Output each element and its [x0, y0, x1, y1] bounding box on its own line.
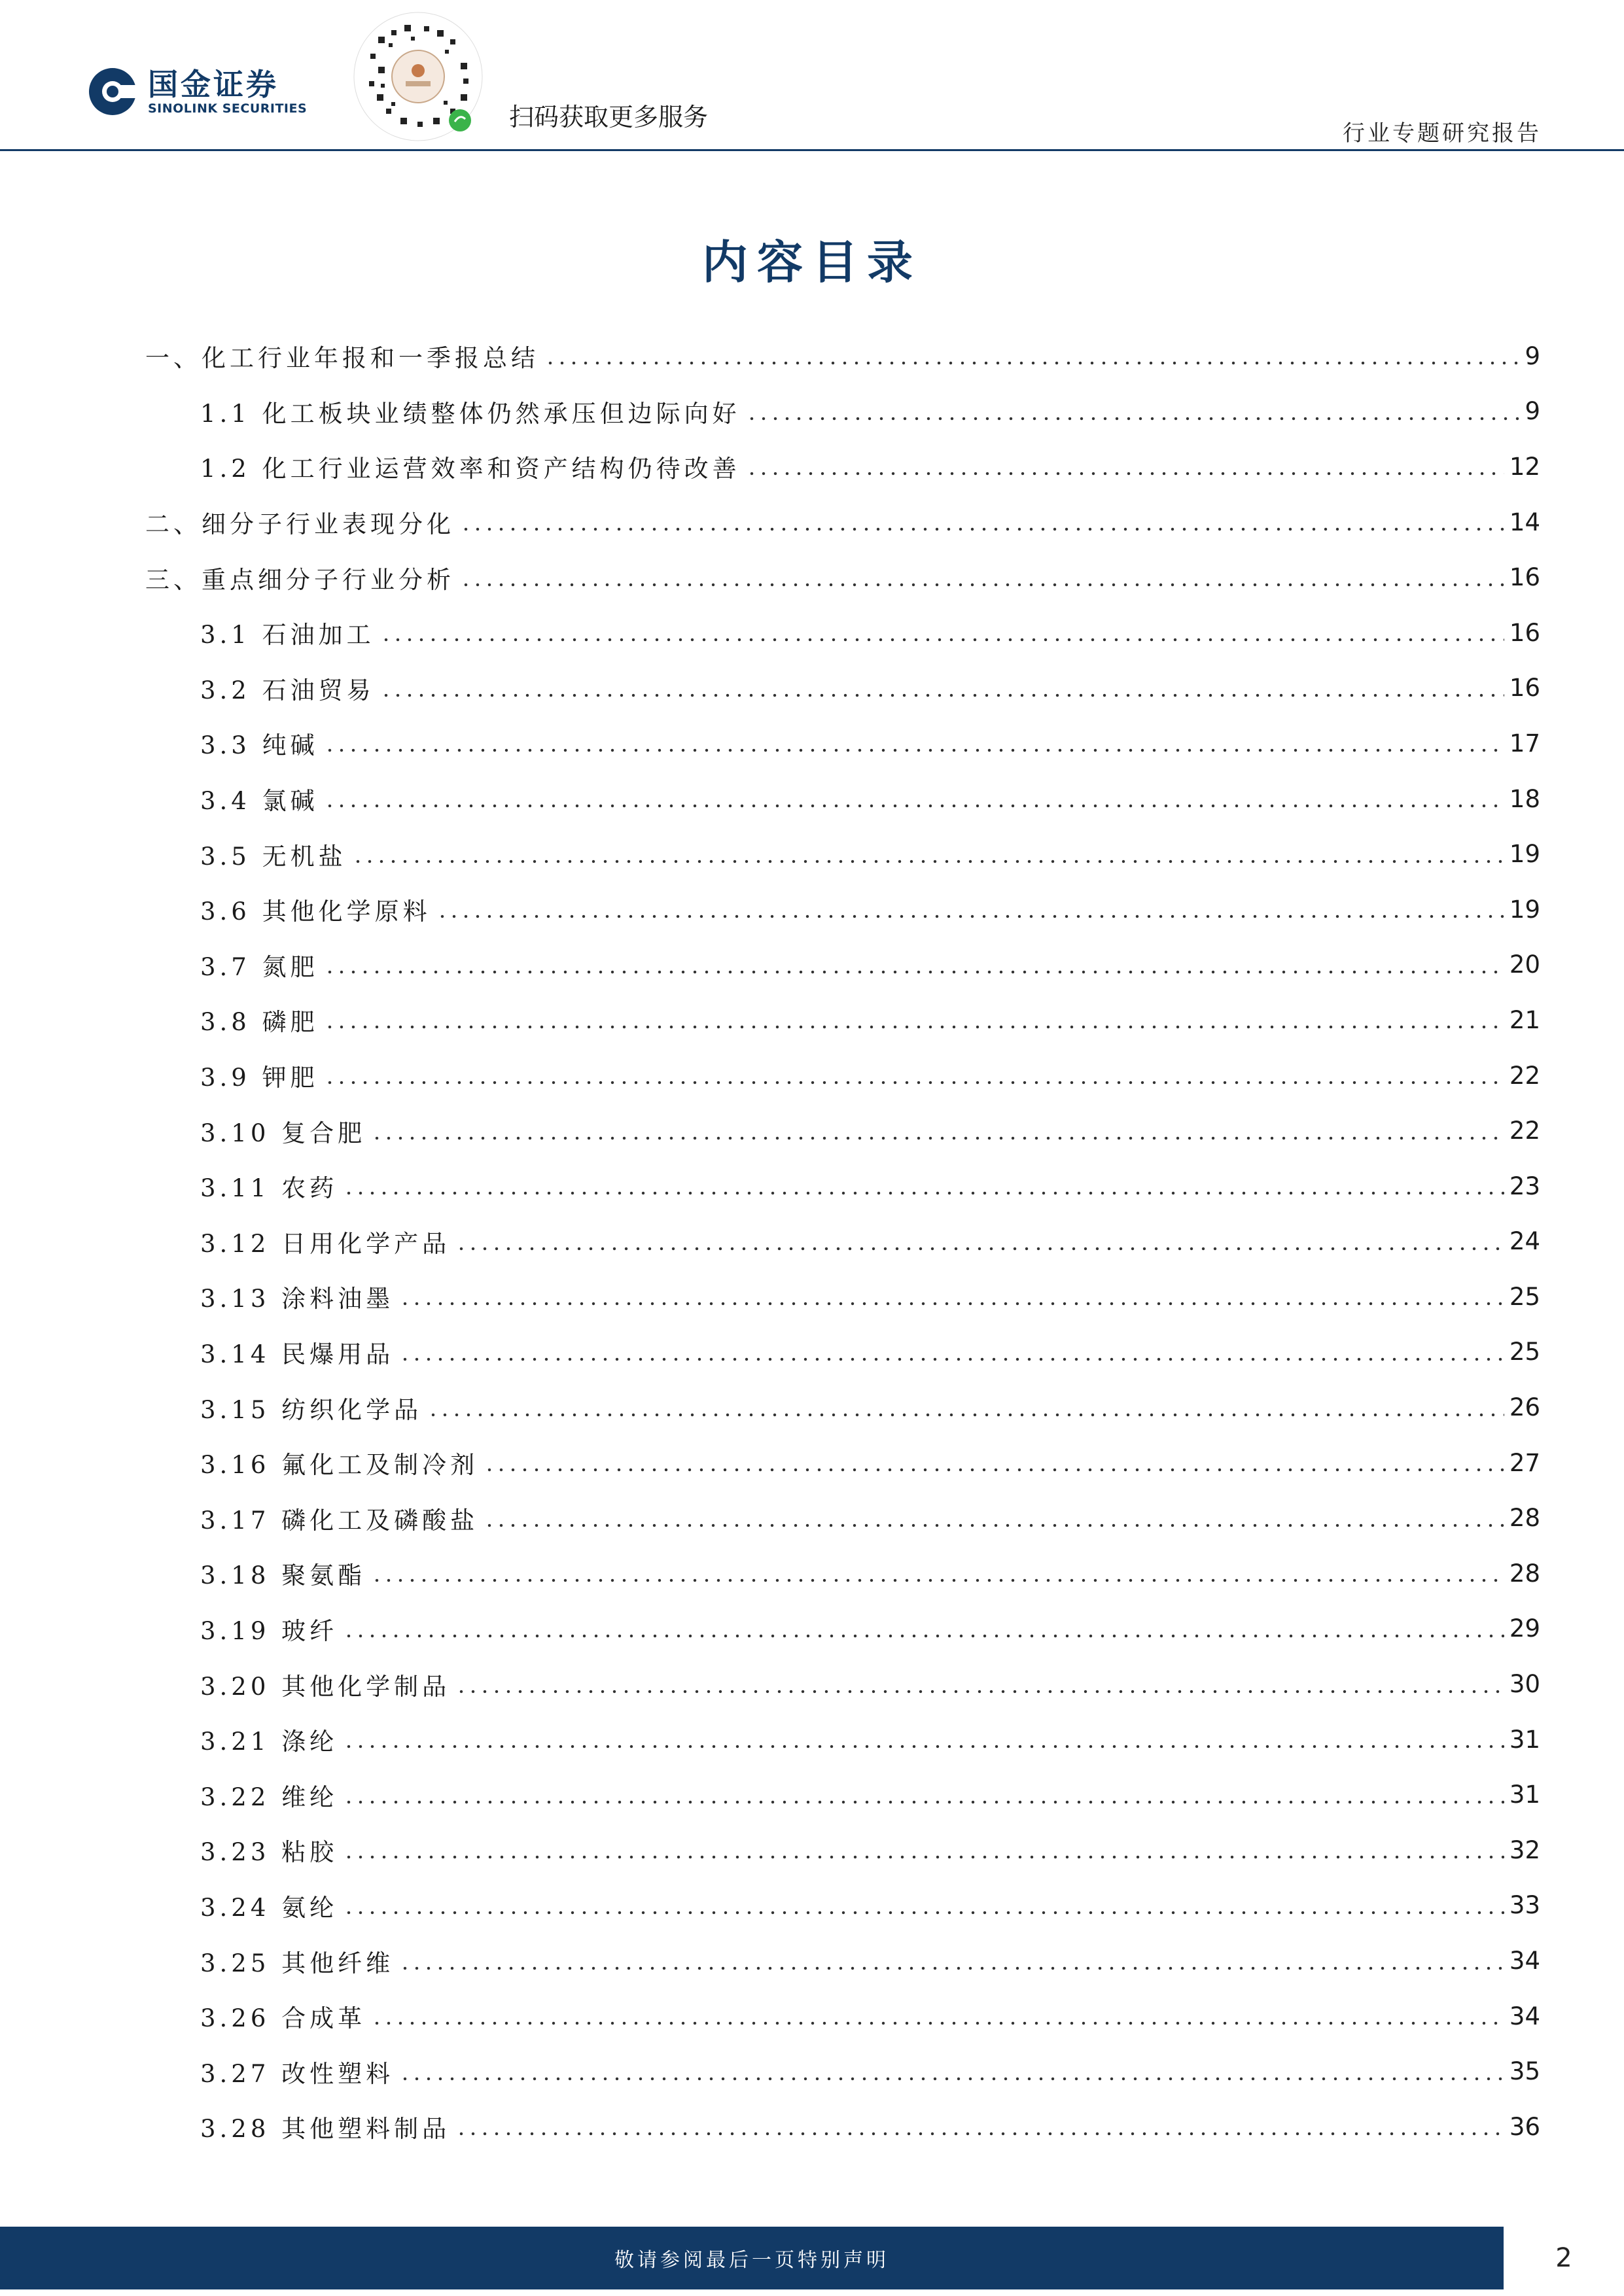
toc-entry-label: 3.13 涂料油墨: [200, 1285, 395, 1313]
toc-entry-page: 25: [1509, 1282, 1540, 1311]
toc-entry-label: 3.9 钾肥: [200, 1064, 319, 1092]
toc-entry[interactable]: [145, 937, 1540, 993]
toc-dot-leader: [371, 1136, 1504, 1140]
toc-entry[interactable]: [145, 605, 1540, 661]
toc-entry-label: 3.6 其他化学原料: [200, 897, 431, 926]
toc-entry-label: 3.26 合成革: [200, 2004, 366, 2033]
toc-entry-page: 32: [1509, 1835, 1540, 1864]
toc-entry[interactable]: [145, 1490, 1540, 1546]
report-type-label: 行业专题研究报告: [1343, 120, 1542, 147]
toc-entry-page: 28: [1509, 1559, 1540, 1588]
toc-entry-label: 3.27 改性塑料: [200, 2059, 395, 2088]
toc-entry-page: 27: [1509, 1448, 1540, 1477]
toc-entry-label: 3.22 维纶: [200, 1783, 338, 1811]
qr-code-icon[interactable]: [352, 10, 484, 143]
toc-entry-label: 3.14 民爆用品: [200, 1340, 395, 1368]
toc-entry-page: 31: [1509, 1781, 1540, 1809]
toc-entry-page: 19: [1509, 895, 1540, 924]
toc-dot-leader: [484, 1468, 1504, 1472]
toc-entry[interactable]: [145, 882, 1540, 937]
toc-entry-label: 3.24 氨纶: [200, 1893, 338, 1922]
toc-entry[interactable]: [145, 439, 1540, 495]
toc-entry-label: 3.21 涤纶: [200, 1728, 338, 1756]
toc-dot-leader: [455, 1247, 1504, 1251]
toc-dot-leader: [460, 583, 1504, 587]
toc-entry-page: 12: [1509, 452, 1540, 481]
toc-dot-leader: [324, 804, 1504, 808]
toc-entry[interactable]: [145, 2044, 1540, 2099]
toc-entry[interactable]: [145, 1546, 1540, 1601]
toc-entry-label: 3.7 氮肥: [200, 952, 319, 981]
toc-dot-leader: [324, 1025, 1504, 1029]
toc-dot-leader: [460, 527, 1504, 531]
toc-dot-leader: [455, 1690, 1504, 1694]
toc-entry[interactable]: [145, 992, 1540, 1048]
toc-entry[interactable]: [145, 1380, 1540, 1435]
toc-entry[interactable]: [145, 495, 1540, 550]
page-title: 内容目录: [702, 235, 922, 289]
toc-entry-label: 3.12 日用化学产品: [200, 1229, 451, 1258]
toc-entry-page: 23: [1509, 1172, 1540, 1200]
page-number: 2: [1555, 2243, 1572, 2273]
toc-entry-label: 3.10 复合肥: [200, 1119, 366, 1147]
toc-entry[interactable]: [145, 1158, 1540, 1214]
toc-entry-page: 31: [1509, 1725, 1540, 1754]
company-logo: [86, 65, 307, 118]
table-of-contents: [145, 328, 1540, 2155]
toc-entry[interactable]: [145, 2099, 1540, 2155]
toc-dot-leader: [380, 693, 1504, 697]
toc-entry[interactable]: [145, 1933, 1540, 1989]
toc-entry-label: 3.28 其他塑料制品: [200, 2115, 451, 2144]
toc-dot-leader: [436, 914, 1504, 918]
toc-dot-leader: [455, 2132, 1504, 2136]
toc-dot-leader: [746, 417, 1520, 421]
toc-entry[interactable]: [145, 1712, 1540, 1767]
toc-entry[interactable]: [145, 771, 1540, 827]
toc-dot-leader: [544, 361, 1519, 365]
toc-entry-page: 9: [1525, 341, 1540, 370]
toc-entry-label: 3.20 其他化学制品: [200, 1672, 451, 1701]
toc-entry[interactable]: [145, 1767, 1540, 1822]
logo-chinese-name: 国金证券: [148, 67, 279, 102]
toc-entry-label: 3.1 石油加工: [200, 621, 375, 650]
toc-entry[interactable]: [145, 1103, 1540, 1158]
logo-english-name: SINOLINK SECURITIES: [148, 101, 308, 116]
footer-bar: [0, 2227, 1504, 2289]
toc-dot-leader: [343, 1634, 1504, 1638]
toc-entry-page: 36: [1509, 2112, 1540, 2141]
toc-entry[interactable]: [145, 1269, 1540, 1325]
toc-dot-leader: [399, 1302, 1504, 1306]
toc-entry-page: 16: [1509, 618, 1540, 647]
toc-entry-label: 3.17 磷化工及磷酸盐: [200, 1506, 479, 1535]
toc-entry[interactable]: [145, 328, 1540, 384]
toc-entry[interactable]: [145, 1601, 1540, 1657]
toc-entry-label: 3.25 其他纤维: [200, 1949, 395, 1977]
toc-dot-leader: [380, 638, 1504, 642]
toc-entry-label: 3.8 磷肥: [200, 1008, 319, 1037]
toc-entry-page: 20: [1509, 950, 1540, 979]
toc-entry[interactable]: [145, 1325, 1540, 1380]
toc-entry-page: 19: [1509, 840, 1540, 869]
toc-dot-leader: [746, 472, 1504, 476]
toc-entry-page: 16: [1509, 563, 1540, 592]
toc-entry-page: 14: [1509, 508, 1540, 536]
footer-disclaimer: 敬请参阅最后一页特别声明: [614, 2249, 889, 2272]
toc-dot-leader: [352, 860, 1504, 863]
toc-entry-label: 3.3 纯碱: [200, 731, 319, 760]
toc-entry-label: 3.2 石油贸易: [200, 676, 375, 704]
toc-dot-leader: [343, 1745, 1504, 1748]
toc-dot-leader: [399, 2077, 1504, 2081]
toc-entry-page: 22: [1509, 1117, 1540, 1145]
toc-entry-label: 3.15 纺织化学品: [200, 1395, 423, 1424]
toc-dot-leader: [324, 1081, 1504, 1085]
toc-entry[interactable]: [145, 1878, 1540, 1934]
toc-entry-page: 26: [1509, 1393, 1540, 1422]
toc-entry-label: 3.19 玻纤: [200, 1616, 338, 1645]
toc-entry-label: 3.5 无机盐: [200, 842, 347, 871]
sinolink-logo-icon: [86, 65, 139, 118]
toc-dot-leader: [324, 748, 1504, 752]
toc-entry[interactable]: [145, 1048, 1540, 1104]
toc-dot-leader: [371, 2021, 1504, 2025]
toc-entry[interactable]: [145, 1989, 1540, 2044]
toc-entry[interactable]: [145, 661, 1540, 716]
toc-dot-leader: [343, 1191, 1504, 1195]
toc-dot-leader: [427, 1413, 1504, 1417]
toc-entry-label: 1.2 化工行业运营效率和资产结构仍待改善: [200, 455, 741, 483]
toc-dot-leader: [484, 1523, 1504, 1527]
header-divider: [0, 149, 1624, 151]
toc-entry-page: 18: [1509, 784, 1540, 813]
toc-dot-leader: [371, 1578, 1504, 1582]
toc-entry-page: 25: [1509, 1338, 1540, 1366]
toc-entry-page: 30: [1509, 1670, 1540, 1699]
toc-entry[interactable]: [145, 1656, 1540, 1712]
toc-entry-page: 17: [1509, 729, 1540, 757]
toc-entry[interactable]: [145, 1214, 1540, 1270]
toc-dot-leader: [343, 1800, 1504, 1804]
toc-entry-label: 3.11 农药: [200, 1174, 338, 1203]
toc-entry[interactable]: [145, 384, 1540, 440]
toc-entry-label: 二、细分子行业表现分化: [145, 510, 455, 539]
toc-entry-page: 33: [1509, 1891, 1540, 1920]
toc-dot-leader: [343, 1911, 1504, 1915]
toc-dot-leader: [343, 1855, 1504, 1859]
toc-entry-page: 22: [1509, 1061, 1540, 1090]
toc-dot-leader: [399, 1357, 1504, 1361]
toc-entry-page: 9: [1525, 397, 1540, 426]
toc-entry-page: 21: [1509, 1005, 1540, 1034]
toc-entry-label: 3.4 氯碱: [200, 787, 319, 816]
toc-entry-label: 一、化工行业年报和一季报总结: [145, 344, 539, 373]
toc-dot-leader: [399, 1966, 1504, 1970]
toc-entry[interactable]: [145, 716, 1540, 771]
toc-entry-page: 34: [1509, 2002, 1540, 2030]
toc-entry-label: 3.16 氟化工及制冷剂: [200, 1451, 479, 1480]
toc-entry-page: 29: [1509, 1614, 1540, 1643]
toc-entry-page: 34: [1509, 1947, 1540, 1975]
toc-entry-page: 35: [1509, 2057, 1540, 2086]
toc-entry-label: 3.18 聚氨酯: [200, 1561, 366, 1590]
toc-entry-label: 三、重点细分子行业分析: [145, 565, 455, 594]
toc-entry-page: 28: [1509, 1504, 1540, 1533]
toc-entry-label: 1.1 化工板块业绩整体仍然承压但边际向好: [200, 399, 741, 428]
toc-entry[interactable]: [145, 549, 1540, 605]
toc-dot-leader: [324, 970, 1504, 974]
toc-entry-label: 3.23 粘胶: [200, 1838, 338, 1867]
toc-entry[interactable]: [145, 1822, 1540, 1878]
scan-prompt: 扫码获取更多服务: [509, 103, 709, 131]
toc-entry-page: 16: [1509, 674, 1540, 703]
toc-entry[interactable]: [145, 1435, 1540, 1491]
toc-entry-page: 24: [1509, 1227, 1540, 1256]
toc-entry[interactable]: [145, 826, 1540, 882]
